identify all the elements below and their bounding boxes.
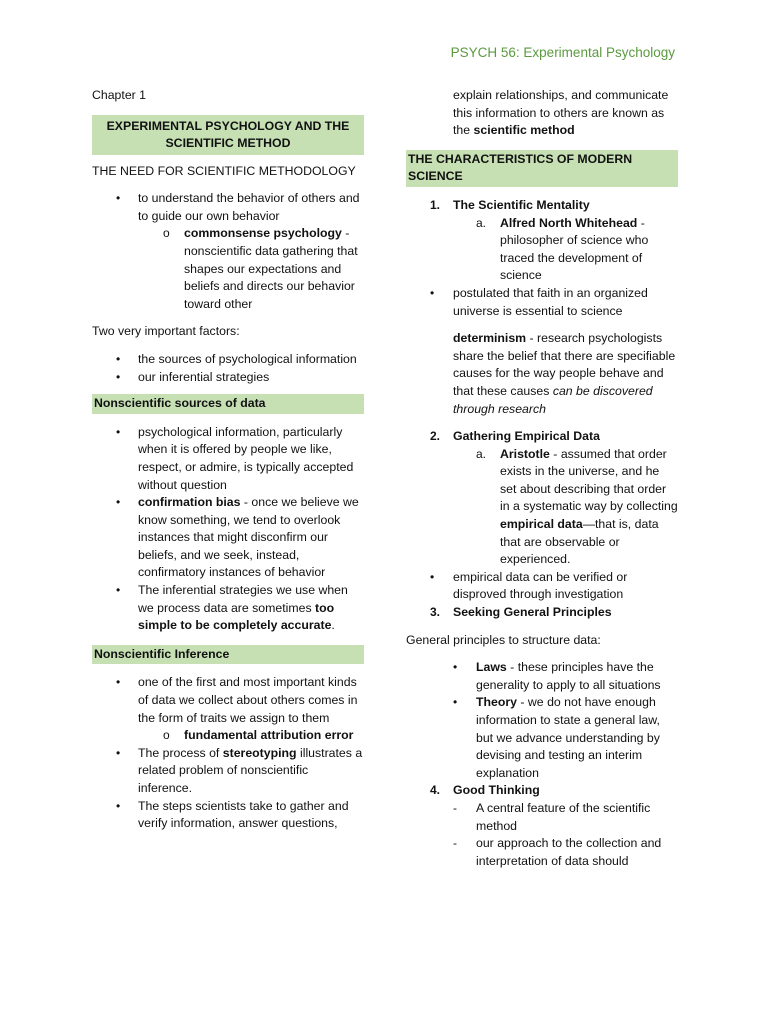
bullet-dash: - (453, 800, 457, 815)
numbered-item-title: Good Thinking (453, 783, 540, 798)
definition-text: - we do not have enough information to state a general law, but we advance understanding by devising and testing an interim explanation (476, 695, 660, 780)
list-item (406, 659, 678, 694)
bullet-disc: • (116, 583, 121, 598)
document-header: PSYCH 56: Experimental Psychology (450, 45, 675, 60)
letter-marker: a. (476, 215, 487, 230)
bullet-disc: • (116, 798, 121, 813)
emphasis-text: too simple to be completely accurate (138, 600, 335, 633)
number-marker: 3. (430, 605, 441, 620)
number-marker: 2. (430, 429, 441, 444)
list-item (406, 285, 678, 320)
term-determinism: determinism (453, 331, 527, 346)
bullet-disc: • (116, 745, 121, 760)
list-item (92, 745, 364, 798)
right-column (406, 87, 678, 870)
term-fundamental-attribution-error: fundamental attribution error (184, 728, 354, 743)
bullet-disc: • (116, 351, 121, 366)
list-item (92, 424, 364, 494)
bullet-dash: - (453, 836, 457, 851)
definition-text: - philosopher of science who traced the development of science (500, 215, 649, 283)
numbered-item (406, 604, 678, 622)
number-marker: 4. (430, 783, 441, 798)
list-item-text: illustrates a related problem of nonscientific inference. (138, 745, 363, 795)
term-whitehead: Alfred North Whitehead (500, 215, 638, 230)
bullet-disc: • (430, 285, 435, 300)
left-column (92, 87, 364, 833)
term-commonsense-psychology: commonsense psychology (184, 226, 342, 241)
bullet-disc: • (453, 660, 458, 675)
list-item (406, 569, 678, 604)
chapter-label: Chapter 1 (92, 88, 147, 102)
definition-text: - assumed that order exists in the universe, and he set about describing that order in a systematic way by collecting (500, 446, 678, 514)
bullet-disc: • (453, 695, 458, 710)
term-theory: Theory (476, 695, 517, 710)
bullet-circle: o (163, 728, 170, 743)
list-item (406, 694, 678, 782)
bullet-circle: o (163, 226, 170, 241)
numbered-item-title: Seeking General Principles (453, 605, 612, 620)
list-item-text: The steps scientists take to gather and verify information, answer questions, (138, 798, 349, 831)
definition-text: - these principles have the generality to apply to all situations (476, 660, 661, 692)
definition-text: —that is, data that are observable or experienced. (500, 517, 659, 567)
list-item-text: psychological information, particularly when it is offered by people we like, respect, or admire, is typically accepted without question (138, 424, 354, 492)
bullet-disc: • (116, 495, 121, 510)
list-item (406, 215, 678, 285)
list-item-text: the sources of psychological information (138, 351, 357, 366)
bullet-disc: • (116, 675, 121, 690)
list-item (406, 835, 678, 870)
definition-text: - once we believe we know something, we tend to overlook instances that might disconfirm our beliefs, and we seek, instead, confirmatory instances of behavior (138, 495, 359, 580)
list-item (92, 494, 364, 582)
list-item (92, 351, 364, 369)
list-item (92, 798, 364, 833)
paragraph-text: explain relationships, and communicate this information to others are known as the (453, 88, 669, 138)
section-heading-need: THE NEED FOR SCIENTIFIC METHODOLOGY (92, 163, 356, 178)
bullet-disc: • (116, 191, 121, 206)
number-marker: 1. (430, 197, 441, 212)
bullet-disc: • (116, 369, 121, 384)
continued-paragraph (406, 87, 678, 140)
term-empirical-data: empirical data (500, 517, 583, 532)
numbered-item-title: The Scientific Mentality (453, 197, 590, 212)
determinism-paragraph (406, 330, 678, 418)
list-item-text: one of the first and most important kinds of data we collect about others comes in the form of traits we assign to them (138, 675, 358, 725)
term-stereotyping: stereotyping (222, 745, 297, 760)
term-aristotle: Aristotle (500, 446, 550, 461)
list-item-text: The process of (138, 745, 223, 760)
section-heading-nonscientific-inference: Nonscientific Inference (92, 645, 364, 665)
list-item-text: empirical data can be verified or disproved through investigation (453, 569, 628, 602)
list-item (92, 727, 364, 745)
numbered-item (406, 428, 678, 446)
list-item (92, 369, 364, 387)
list-item-text: our inferential strategies (138, 369, 270, 384)
chapter-title: EXPERIMENTAL PSYCHOLOGY AND THE SCIENTIFIC METHOD (92, 115, 364, 155)
numbered-item (406, 782, 678, 800)
section-heading-nonscientific-sources: Nonscientific sources of data (92, 394, 364, 414)
term-confirmation-bias: confirmation bias (138, 495, 241, 510)
list-item (406, 800, 678, 835)
definition-text: - research psychologists share the belief that there are specifiable causes for the way people behave and that these causes (453, 331, 676, 398)
list-item-text: to understand the behavior of others and to guide our own behavior (138, 191, 360, 223)
section-heading-characteristics: THE CHARACTERISTICS OF MODERN SCIENCE (406, 150, 678, 187)
definition-text: - nonscientific data gathering that shapes our expectations and beliefs and directs our behavior toward other (184, 226, 358, 311)
list-item (92, 582, 364, 635)
term-scientific-method: scientific method (473, 123, 575, 138)
general-principles-intro: General principles to structure data: (406, 632, 601, 647)
list-item-text: The inferential strategies we use when we process data are sometimes (138, 583, 348, 615)
list-item-text: . (331, 618, 335, 633)
emphasis-text: can be discovered through research (453, 383, 653, 416)
letter-marker: a. (476, 446, 487, 461)
bullet-disc: • (430, 569, 435, 584)
list-item-text: A central feature of the scientific method (476, 800, 651, 833)
list-item (406, 446, 678, 569)
list-item (92, 674, 364, 727)
list-item (92, 190, 364, 225)
list-item-text: postulated that faith in an organized universe is essential to science (453, 285, 648, 318)
numbered-item (406, 197, 678, 215)
term-laws: Laws (476, 660, 507, 675)
bullet-disc: • (116, 424, 121, 439)
list-item-text: our approach to the collection and interpretation of data should (476, 836, 662, 868)
list-item (92, 225, 364, 313)
numbered-item-title: Gathering Empirical Data (453, 429, 600, 444)
factors-intro: Two very important factors: (92, 324, 240, 339)
